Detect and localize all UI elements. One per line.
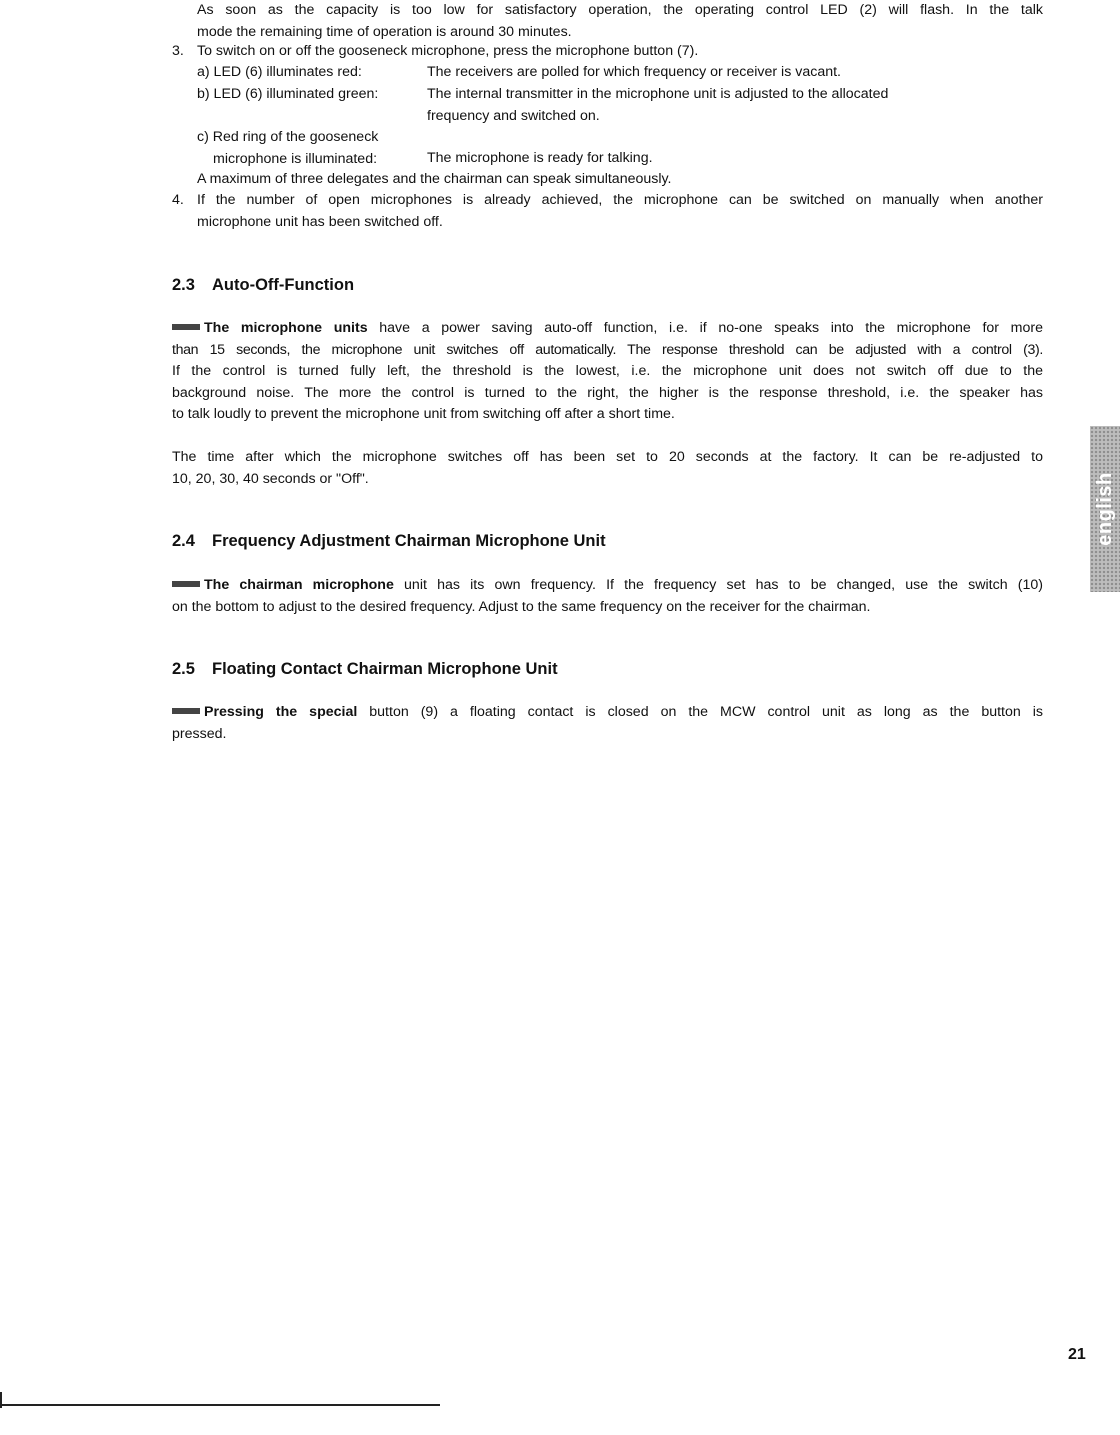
step-3 <box>172 41 1043 63</box>
bullet-bar-icon <box>172 324 200 330</box>
step-3-note: A maximum of three delegates and the chairman can speak simultaneously. <box>197 171 672 187</box>
step-4-line-1: If the number of open microphones is already achieved, the microphone can be switched on manually when another <box>197 192 1043 208</box>
step-3b-desc-line-2: frequency and switched on. <box>427 107 600 124</box>
step-3a-desc: The receivers are polled for which frequency or receiver is vacant. <box>427 64 841 80</box>
s23-p2-line-1: The time after which the microphone switches off has been set to 20 seconds at the factory. It can be re-adjusted to <box>172 449 1043 465</box>
section-2-5-number: 2.5 <box>172 660 195 678</box>
step-3c <box>197 127 1043 171</box>
section-2-3-number: 2.3 <box>172 276 195 294</box>
step-3b-label: b) LED (6) illuminated green: <box>197 86 379 102</box>
step-3b <box>197 84 1043 128</box>
section-2-3-title: Auto-Off-Function <box>212 276 355 294</box>
page-number: 21 <box>1068 1346 1086 1363</box>
s23-p1-line-1 <box>172 318 1043 340</box>
s25-line-1 <box>172 702 1043 724</box>
section-2-3-paragraph-1 <box>172 318 1043 426</box>
intro-line-2: mode the remaining time of operation is around 30 minutes. <box>197 23 572 40</box>
intro-paragraph <box>197 0 1043 43</box>
s23-p1-line-4: background noise. The more the control is turned to the right, the higher is the response threshold, i.e. the speaker has <box>172 384 1043 401</box>
s23-p1-line-1-text: have a power saving auto-off function, i.e. if no-one speaks into the microphone for more <box>367 320 1044 336</box>
step-4-number: 4. <box>172 192 184 208</box>
language-tab <box>1090 426 1120 592</box>
s23-p2-line-2: 10, 20, 30, 40 seconds or "Off". <box>172 470 369 487</box>
step-3b-desc <box>427 84 1043 127</box>
s25-line-2: pressed. <box>172 725 227 742</box>
step-3b-desc-line-1: The internal transmitter in the microphone unit is adjusted to the allocated <box>427 86 889 102</box>
section-2-4-number: 2.4 <box>172 532 195 550</box>
s23-p1-line-3: If the control is turned fully left, the threshold is the lowest, i.e. the microphone unit does not switch off due to the <box>172 363 1043 379</box>
step-3a <box>197 62 1043 84</box>
s23-lead: The microphone units <box>204 320 368 336</box>
scan-edge-line <box>0 1404 440 1406</box>
section-2-4-title: Frequency Adjustment Chairman Microphone Unit <box>212 532 606 550</box>
step-3c-label-line-2: microphone is illuminated: <box>213 150 378 167</box>
step-3c-label <box>197 127 378 170</box>
s25-line-1-text: button (9) a floating contact is closed on the MCW control unit as long as the button is <box>357 704 1043 720</box>
step-4 <box>172 190 1043 233</box>
s24-line-1 <box>172 575 1043 597</box>
section-2-3-heading <box>172 274 354 296</box>
step-3-number: 3. <box>172 43 184 59</box>
section-2-5-paragraph <box>172 702 1043 745</box>
s24-line-2: on the bottom to adjust to the desired frequency. Adjust to the same frequency on the receiver for the chairman. <box>172 598 871 615</box>
step-3-text: To switch on or off the gooseneck microphone, press the microphone button (7). <box>197 43 699 59</box>
s25-lead: Pressing the special <box>204 704 358 720</box>
bullet-bar-icon <box>172 708 200 714</box>
s23-p1-line-2: than 15 seconds, the microphone unit switches off automatically. The response threshold can be adjusted with a control (3). <box>172 341 1043 358</box>
s24-lead: The chairman microphone <box>204 577 394 593</box>
section-2-5-heading <box>172 658 558 680</box>
step-3c-desc: The microphone is ready for talking. <box>427 150 653 166</box>
step-4-line-2: microphone unit has been switched off. <box>197 213 443 230</box>
intro-line-1: As soon as the capacity is too low for satisfactory operation, the operating control LED (2) will flash. In the talk <box>197 2 1043 18</box>
step-3a-label: a) LED (6) illuminates red: <box>197 64 362 80</box>
language-tab-label: english <box>1094 472 1116 546</box>
s24-line-1-text: unit has its own frequency. If the frequency set has to be changed, use the switch (10) <box>393 577 1043 593</box>
s23-p1-line-5: to talk loudly to prevent the microphone unit from switching off after a short time. <box>172 406 675 422</box>
section-2-4-paragraph <box>172 575 1043 618</box>
bullet-bar-icon <box>172 581 200 587</box>
section-2-5-title: Floating Contact Chairman Microphone Unit <box>212 660 558 678</box>
section-2-4-heading <box>172 530 606 552</box>
section-2-3-paragraph-2 <box>172 447 1043 490</box>
step-3c-label-line-1: c) Red ring of the gooseneck <box>197 129 379 145</box>
